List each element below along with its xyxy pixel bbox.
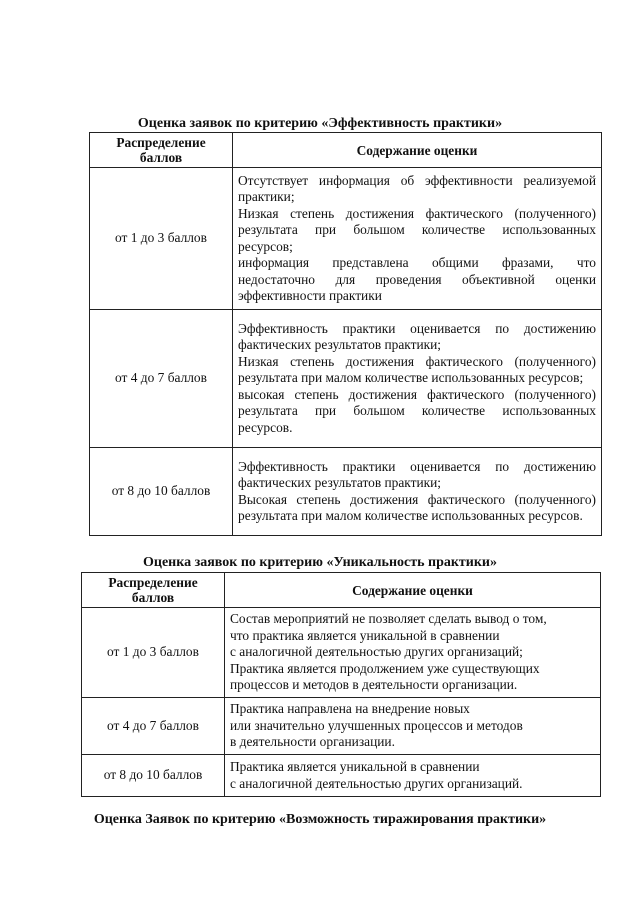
header-score: Распределение баллов	[82, 573, 225, 608]
table-row	[82, 755, 601, 797]
content-line: высокая степень достижения фактического (полученного) результата при большом количестве использованных ресурсов.	[238, 386, 596, 435]
content-cell	[233, 310, 602, 448]
table-header-row	[82, 573, 601, 608]
score-cell: от 8 до 10 баллов	[82, 755, 225, 797]
section-title-uniqueness: Оценка заявок по критерию «Уникальность практики»	[143, 555, 497, 570]
score-cell: от 4 до 7 баллов	[82, 698, 225, 755]
content-cell	[233, 168, 602, 310]
content-line: с аналогичной деятельностью других организаций.	[230, 775, 523, 791]
content-line: Низкая степень достижения фактического (полученного) результата при большом количестве использованных ресурсов;	[238, 205, 596, 254]
content-line: Эффективность практики оценивается по достижению фактических результатов практики;	[238, 320, 596, 353]
header-content: Содержание оценки	[225, 573, 601, 608]
score-cell: от 4 до 7 баллов	[90, 310, 233, 448]
content-line: в деятельности организации.	[230, 734, 395, 750]
header-content: Содержание оценки	[233, 133, 602, 168]
header-score: Распределение баллов	[90, 133, 233, 168]
content-line: Отсутствует информация об эффективности реализуемой практики;	[238, 172, 596, 204]
content-line: Низкая степень достижения фактического (полученного) результата при малом количестве использованных ресурсов;	[238, 353, 596, 386]
content-cell	[225, 755, 601, 797]
content-line: процессов и методов в деятельности организации.	[230, 677, 518, 693]
content-line: Состав мероприятий не позволяет сделать вывод о том,	[230, 611, 547, 627]
table-row	[90, 168, 602, 310]
content-line: Практика является продолжением уже существующих	[230, 660, 540, 676]
table-header-row	[90, 133, 602, 168]
content-line: информация представлена общими фразами, что недостаточно для проведения объективной оценки эффективности практики	[238, 255, 596, 303]
score-cell: от 1 до 3 баллов	[82, 608, 225, 698]
score-cell: от 8 до 10 баллов	[90, 448, 233, 536]
efficiency-table	[89, 132, 602, 536]
table-row	[82, 608, 601, 698]
uniqueness-table	[81, 572, 601, 797]
score-cell: от 1 до 3 баллов	[90, 168, 233, 310]
content-line: Практика направлена на внедрение новых	[230, 701, 470, 717]
content-line: Высокая степень достижения фактического (полученного) результата при малом количестве использованных ресурсов.	[238, 491, 596, 523]
content-line: Эффективность практики оценивается по достижению фактических результатов практики;	[238, 458, 596, 490]
table-row	[90, 310, 602, 448]
content-cell	[225, 698, 601, 755]
table-row	[90, 448, 602, 536]
content-line: с аналогичной деятельностью других организаций;	[230, 644, 523, 660]
table-row	[82, 698, 601, 755]
section-title-efficiency: Оценка заявок по критерию «Эффективность практики»	[137, 116, 503, 131]
content-line: что практика является уникальной в сравнении	[230, 627, 500, 643]
content-line: или значительно улучшенных процессов и методов	[230, 717, 523, 733]
content-line: Практика является уникальной в сравнении	[230, 759, 480, 774]
content-cell	[233, 448, 602, 536]
content-cell	[225, 608, 601, 698]
section-title-replication: Оценка Заявок по критерию «Возможность тиражирования практики»	[93, 812, 547, 827]
